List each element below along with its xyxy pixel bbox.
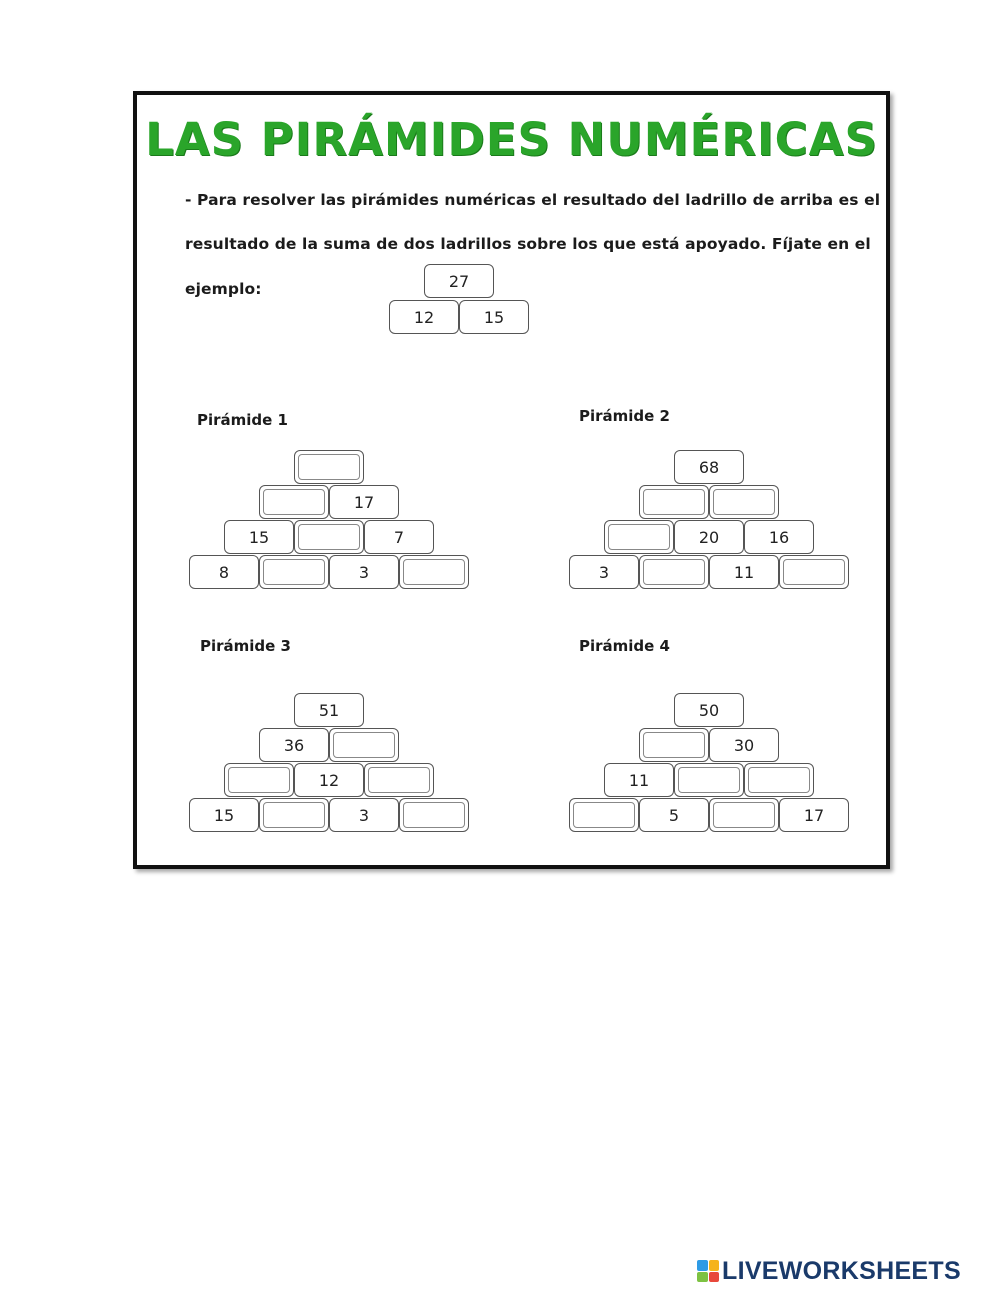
pyramid-3-label: Pirámide 3 xyxy=(200,637,291,655)
number-brick: 3 xyxy=(329,555,399,589)
answer-brick-input[interactable] xyxy=(259,798,329,832)
answer-brick-input[interactable] xyxy=(399,798,469,832)
answer-brick-input[interactable] xyxy=(639,728,709,762)
answer-brick-input[interactable] xyxy=(639,485,709,519)
number-brick: 17 xyxy=(329,485,399,519)
number-brick: 7 xyxy=(364,520,434,554)
number-brick: 5 xyxy=(639,798,709,832)
liveworksheets-logo-icon xyxy=(697,1260,719,1282)
number-brick: 15 xyxy=(224,520,294,554)
answer-brick-input[interactable] xyxy=(744,763,814,797)
brand-name: LIVEWORKSHEETS xyxy=(722,1256,961,1285)
instruction-line-3: ejemplo: xyxy=(185,280,262,298)
answer-brick-input[interactable] xyxy=(779,555,849,589)
number-brick: 15 xyxy=(189,798,259,832)
example-top-brick: 27 xyxy=(424,264,494,298)
answer-brick-input[interactable] xyxy=(329,728,399,762)
answer-brick-input[interactable] xyxy=(399,555,469,589)
number-brick: 30 xyxy=(709,728,779,762)
answer-brick-input[interactable] xyxy=(294,520,364,554)
liveworksheets-logo xyxy=(697,1257,961,1285)
number-brick: 3 xyxy=(329,798,399,832)
number-brick: 16 xyxy=(744,520,814,554)
example-left-brick: 12 xyxy=(389,300,459,334)
worksheet-card xyxy=(133,91,890,869)
number-brick: 8 xyxy=(189,555,259,589)
answer-brick-input[interactable] xyxy=(259,555,329,589)
answer-brick-input[interactable] xyxy=(604,520,674,554)
answer-brick-input[interactable] xyxy=(709,485,779,519)
number-brick: 51 xyxy=(294,693,364,727)
pyramid-2-label: Pirámide 2 xyxy=(579,407,670,425)
instruction-line-2: resultado de la suma de dos ladrillos sobre los que está apoyado. Fíjate en el xyxy=(185,235,871,253)
number-brick: 3 xyxy=(569,555,639,589)
number-brick: 20 xyxy=(674,520,744,554)
number-brick: 68 xyxy=(674,450,744,484)
answer-brick-input[interactable] xyxy=(674,763,744,797)
worksheet-title: LAS PIRÁMIDES NUMÉRICAS xyxy=(145,113,878,166)
number-brick: 17 xyxy=(779,798,849,832)
answer-brick-input[interactable] xyxy=(569,798,639,832)
answer-brick-input[interactable] xyxy=(259,485,329,519)
example-right-brick: 15 xyxy=(459,300,529,334)
pyramid-4-label: Pirámide 4 xyxy=(579,637,670,655)
number-brick: 11 xyxy=(709,555,779,589)
number-brick: 50 xyxy=(674,693,744,727)
answer-brick-input[interactable] xyxy=(639,555,709,589)
number-brick: 11 xyxy=(604,763,674,797)
number-brick: 12 xyxy=(294,763,364,797)
answer-brick-input[interactable] xyxy=(364,763,434,797)
instruction-line-1: - Para resolver las pirámides numéricas el resultado del ladrillo de arriba es el xyxy=(185,191,881,209)
pyramid-1-label: Pirámide 1 xyxy=(197,411,288,429)
answer-brick-input[interactable] xyxy=(224,763,294,797)
answer-brick-input[interactable] xyxy=(294,450,364,484)
answer-brick-input[interactable] xyxy=(709,798,779,832)
number-brick: 36 xyxy=(259,728,329,762)
